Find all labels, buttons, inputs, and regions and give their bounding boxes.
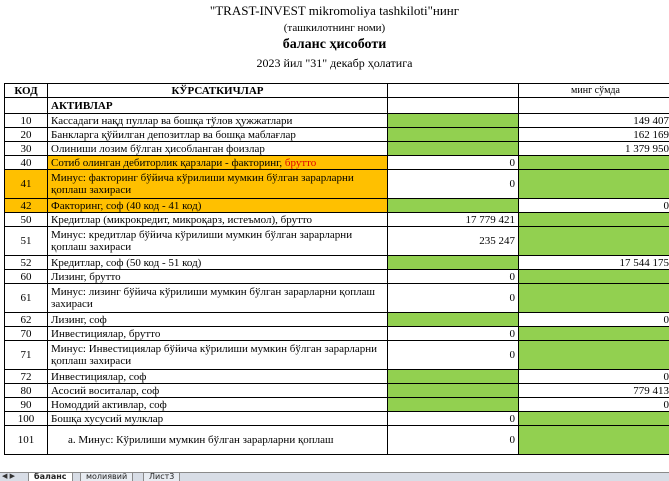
row-label[interactable] — [48, 398, 388, 412]
row-net-value[interactable]: 1 379 950 — [519, 142, 669, 156]
row-label[interactable] — [48, 227, 388, 256]
section-c4-cell[interactable] — [519, 98, 669, 114]
table-body — [5, 114, 669, 455]
table-row — [5, 142, 669, 156]
report-date: 2023 йил "31" декабр ҳолатига — [0, 56, 669, 71]
row-gross-value[interactable] — [388, 313, 519, 327]
row-code[interactable]: 50 — [5, 213, 48, 227]
tab-molia[interactable]: молиявий — [80, 472, 133, 481]
row-gross-value[interactable]: 0 — [388, 284, 519, 313]
row-code[interactable]: 80 — [5, 384, 48, 398]
row-code[interactable]: 42 — [5, 199, 48, 213]
row-gross-value[interactable] — [388, 398, 519, 412]
row-gross-value[interactable]: 0 — [388, 327, 519, 341]
row-label[interactable] — [48, 256, 388, 270]
row-label-text: Инвестициялар, соф — [51, 371, 146, 383]
row-code[interactable]: 40 — [5, 156, 48, 170]
row-label-text: Олиниши лозим бўлган ҳисобланган фоизлар — [51, 143, 265, 155]
table-row — [5, 426, 669, 455]
row-label-text: Факторинг, соф (40 код - 41 код) — [51, 200, 201, 212]
table-row — [5, 327, 669, 341]
row-label-text: Лизинг, соф — [51, 314, 107, 326]
header-units[interactable]: минг сўмда — [519, 84, 669, 98]
row-gross-value[interactable]: 235 247 — [388, 227, 519, 256]
row-label-text: Номоддий активлар, соф — [51, 399, 167, 411]
table-header-row — [5, 84, 669, 98]
row-code[interactable]: 101 — [5, 426, 48, 455]
row-label[interactable] — [48, 370, 388, 384]
section-assets-label[interactable]: АКТИВЛАР — [48, 98, 388, 114]
row-label[interactable] — [48, 327, 388, 341]
row-code[interactable]: 60 — [5, 270, 48, 284]
row-code[interactable]: 52 — [5, 256, 48, 270]
row-gross-value[interactable]: 0 — [388, 170, 519, 199]
row-label-text: Асосий воситалар, соф — [51, 385, 159, 397]
row-net-value[interactable]: 149 407 — [519, 114, 669, 128]
row-net-value[interactable] — [519, 270, 669, 284]
row-label-text: Кредитлар (микрокредит, микроқарз, истеъмол), брутто — [51, 214, 312, 226]
row-code[interactable]: 61 — [5, 284, 48, 313]
table-row — [5, 384, 669, 398]
row-code[interactable]: 100 — [5, 412, 48, 426]
row-net-value[interactable]: 779 413 — [519, 384, 669, 398]
row-label[interactable] — [48, 156, 388, 170]
report-title: баланс ҳисоботи — [0, 37, 669, 53]
org-caption: (ташкилотнинг номи) — [0, 22, 669, 34]
row-label-text: Минус: факторинг бўйича кўрилиши мумкин бўлган зарарларни қоплаш захираси — [51, 172, 354, 196]
row-gross-value[interactable] — [388, 384, 519, 398]
table-row — [5, 341, 669, 370]
row-label-text: Инвестициялар, брутто — [51, 328, 160, 340]
row-label[interactable] — [48, 313, 388, 327]
header-empty-cell[interactable] — [388, 84, 519, 98]
row-code[interactable]: 62 — [5, 313, 48, 327]
row-label[interactable] — [48, 426, 388, 455]
table-row — [5, 284, 669, 313]
row-label[interactable] — [48, 199, 388, 213]
row-net-value[interactable] — [519, 412, 669, 426]
row-gross-value[interactable] — [388, 256, 519, 270]
row-net-value[interactable]: 0 — [519, 398, 669, 412]
table-row — [5, 170, 669, 199]
row-gross-value[interactable]: 0 — [388, 412, 519, 426]
row-code[interactable]: 72 — [5, 370, 48, 384]
row-label-text: Кассадаги нақд пуллар ва бошқа тўлов ҳужжатлари — [51, 115, 292, 127]
table-row — [5, 128, 669, 142]
section-row — [5, 98, 669, 114]
row-net-value[interactable] — [519, 227, 669, 256]
row-label[interactable] — [48, 341, 388, 370]
row-code[interactable]: 10 — [5, 114, 48, 128]
header-indicators[interactable]: КЎРСАТКИЧЛАР — [48, 84, 388, 98]
row-gross-value[interactable]: 0 — [388, 156, 519, 170]
row-net-value[interactable]: 17 544 175 — [519, 256, 669, 270]
row-label[interactable] — [48, 128, 388, 142]
row-net-value[interactable]: 0 — [519, 370, 669, 384]
table-row — [5, 213, 669, 227]
row-net-value[interactable]: 162 169 — [519, 128, 669, 142]
row-label-text: Сотиб олинган дебиторлик қарзлари - факторинг, — [51, 157, 285, 169]
row-gross-value[interactable] — [388, 114, 519, 128]
row-code[interactable]: 90 — [5, 398, 48, 412]
row-net-value[interactable] — [519, 284, 669, 313]
row-gross-value[interactable]: 0 — [388, 426, 519, 455]
row-label[interactable] — [48, 412, 388, 426]
row-label[interactable] — [48, 142, 388, 156]
table-row — [5, 114, 669, 128]
row-gross-value[interactable] — [388, 199, 519, 213]
row-code[interactable]: 30 — [5, 142, 48, 156]
table-row — [5, 370, 669, 384]
row-label-text: Минус: кредитлар бўйича кўрилиши мумкин бўлган зарарларни қоплаш захираси — [51, 229, 352, 253]
row-gross-value[interactable] — [388, 370, 519, 384]
row-label-text: а. Минус: Кўрилиши мумкин бўлган зарарларни қоплаш — [68, 434, 334, 446]
row-label-text: Минус: лизинг бўйича кўрилиши мумкин бўлган зарарларни қоплаш захираси — [51, 286, 375, 310]
row-code[interactable]: 71 — [5, 341, 48, 370]
table-row — [5, 398, 669, 412]
company-title: "TRAST-INVEST mikromoliya tashkiloti"нинг — [0, 3, 669, 19]
row-net-value[interactable] — [519, 341, 669, 370]
row-label[interactable] — [48, 270, 388, 284]
table-row — [5, 256, 669, 270]
row-code[interactable]: 20 — [5, 128, 48, 142]
row-label-text: Банкларга қўйилган депозитлар ва бошқа маблағлар — [51, 129, 296, 141]
tab-scroll-arrows[interactable]: ◀ ▶ — [2, 472, 15, 480]
section-c3-cell[interactable] — [388, 98, 519, 114]
tab-list3[interactable]: Лист3 — [143, 472, 180, 481]
row-gross-value[interactable] — [388, 128, 519, 142]
row-label[interactable] — [48, 213, 388, 227]
row-label-text: Минус: Инвестициялар бўйича кўрилиши мумкин бўлган зарарларни қоплаш захираси — [51, 343, 377, 367]
row-net-value[interactable] — [519, 213, 669, 227]
row-label[interactable] — [48, 170, 388, 199]
row-net-value[interactable] — [519, 170, 669, 199]
row-net-value[interactable]: 0 — [519, 199, 669, 213]
row-label[interactable] — [48, 284, 388, 313]
table-row — [5, 156, 669, 170]
row-gross-value[interactable]: 0 — [388, 270, 519, 284]
row-net-value[interactable] — [519, 426, 669, 455]
row-label-highlight: брутто — [285, 157, 316, 169]
row-label-text: Бошқа хусусий мулклар — [51, 413, 163, 425]
row-code[interactable]: 41 — [5, 170, 48, 199]
row-code[interactable]: 51 — [5, 227, 48, 256]
row-net-value[interactable] — [519, 327, 669, 341]
row-gross-value[interactable]: 17 779 421 — [388, 213, 519, 227]
balance-sheet-table — [4, 83, 669, 455]
tab-balance[interactable]: баланс — [28, 472, 73, 481]
row-gross-value[interactable] — [388, 142, 519, 156]
table-row — [5, 313, 669, 327]
row-gross-value[interactable]: 0 — [388, 341, 519, 370]
section-code-cell[interactable] — [5, 98, 48, 114]
row-net-value[interactable] — [519, 156, 669, 170]
header-code[interactable]: КОД — [5, 84, 48, 98]
table-row — [5, 412, 669, 426]
row-net-value[interactable]: 0 — [519, 313, 669, 327]
table-row — [5, 199, 669, 213]
row-label[interactable] — [48, 384, 388, 398]
table-row — [5, 227, 669, 256]
row-label-text: Лизинг, брутто — [51, 271, 121, 283]
row-label[interactable] — [48, 114, 388, 128]
row-label-text: Кредитлар, соф (50 код - 51 код) — [51, 257, 201, 269]
row-code[interactable]: 70 — [5, 327, 48, 341]
table-row — [5, 270, 669, 284]
